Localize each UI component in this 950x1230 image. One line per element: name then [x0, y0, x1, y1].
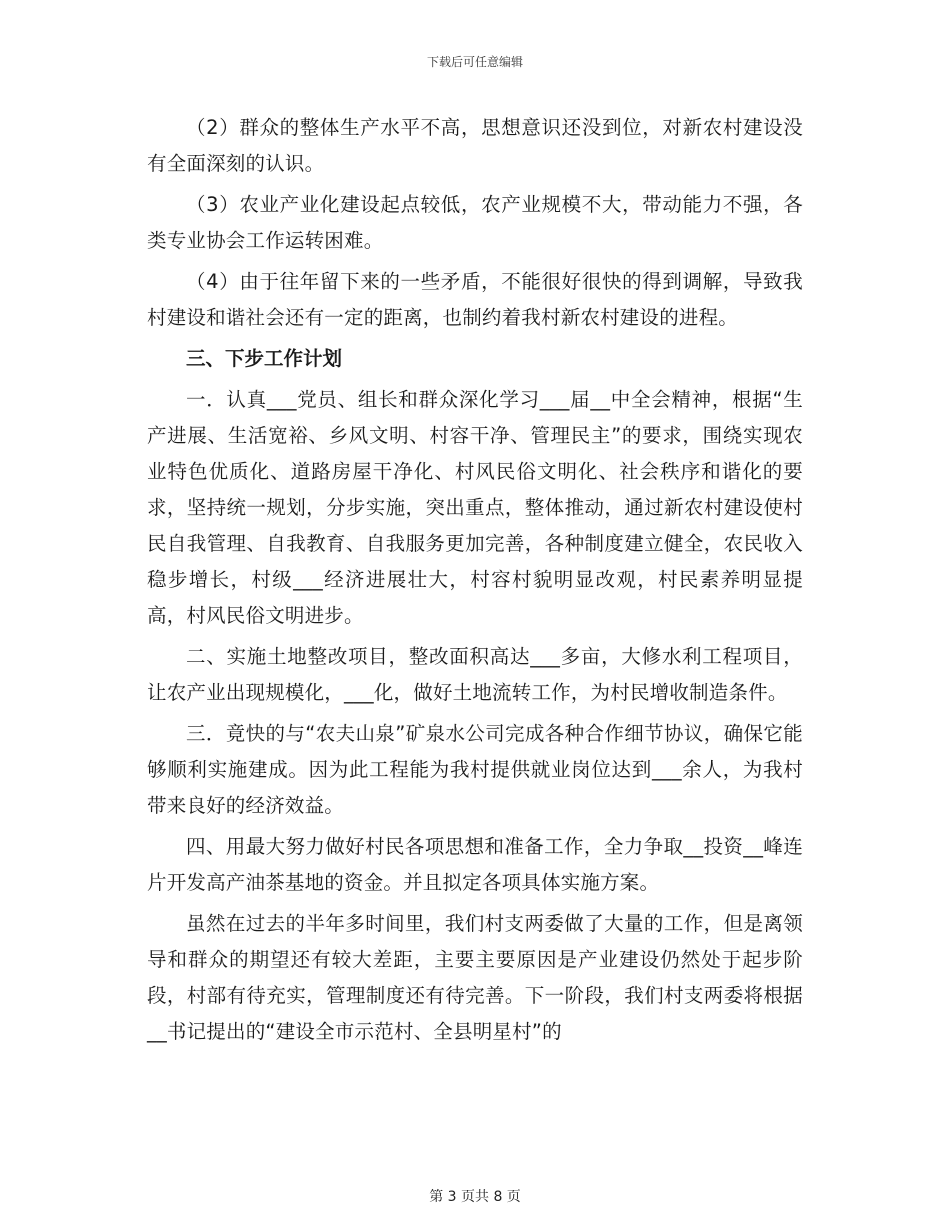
paragraph-problem-4: （4）由于往年留下来的一些矛盾，不能很好很快的得到调解，导致我村建设和谐社会还有一定的距离，也制约着我村新农村建设的进程。 [147, 270, 803, 329]
paragraph-plan-2: 二、实施土地整改项目，整改面积高达___多亩，大修水利工程项目，让农产业出现规模化，___化，做好土地流转工作，为村民增收制造条件。 [147, 645, 803, 704]
page-header-note: 下载后可任意编辑 [426, 55, 523, 69]
page-footer-number: 第 3 页共 8 页 [429, 1189, 521, 1205]
paragraph-plan-4: 四、用最大努力做好村民各项思想和准备工作，全力争取__投资__峰连片开发高产油茶基地的资金。并且拟定各项具体实施方案。 [147, 835, 803, 894]
paragraph-plan-1: 一．认真___党员、组长和群众深化学习___届__中全会精神，根据“生产进展、生活宽裕、乡风文明、村容干净、管理民主”的要求，围绕实现农业特色优质化、道路房屋干净化、村风民俗文明化、社会秩序和谐化的要求，坚持统一规划，分步实施，突出重点，整体推动，通过新农村建设使村民自我管理、自我教育、自我服务更加完善，各种制度建立健全，农民收入稳步增长，村级___经济进展壮大，村容村貌明显改观，村民素养明显提高，村风民俗文明进步。 [147, 388, 803, 627]
document-body [147, 110, 803, 1055]
paragraph-summary: 虽然在过去的半年多时间里，我们村支两委做了大量的工作，但是离领导和群众的期望还有较大差距，主要主要原因是产业建设仍然处于起步阶段，村部有待充实，管理制度还有待完善。下一阶段，我们村支两委将根据__书记提出的“建设全市示范村、全县明星村”的 [147, 912, 803, 1043]
paragraph-plan-3: 三．竟快的与“农夫山泉”矿泉水公司完成各种合作细节协议，确保它能够顺利实施建成。因为此工程能为我村提供就业岗位达到___余人，为我村带来良好的经济效益。 [147, 722, 803, 817]
section-heading-next-plan: 三、下步工作计划 [186, 347, 343, 370]
paragraph-problem-2: （2）群众的整体生产水平不高，思想意识还没到位，对新农村建设没有全面深刻的认识。 [147, 116, 803, 175]
paragraph-problem-3: （3）农业产业化建设起点较低，农产业规模不大，带动能力不强，各类专业协会工作运转困难。 [147, 193, 803, 252]
